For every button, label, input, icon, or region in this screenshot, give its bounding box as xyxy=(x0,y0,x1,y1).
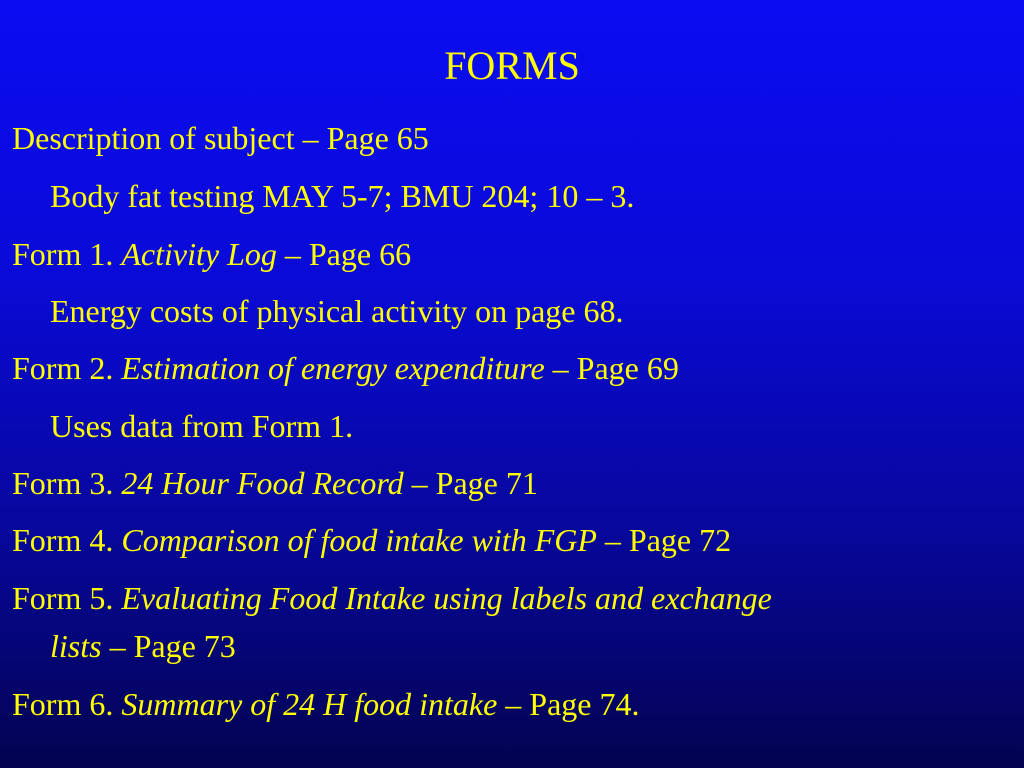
description-line xyxy=(12,118,429,158)
form-1-title: Activity Log xyxy=(121,236,277,272)
form-5-title: Evaluating Food Intake using labels and exchange xyxy=(121,580,772,616)
form-3-title: 24 Hour Food Record xyxy=(121,465,404,501)
form-1-page: – Page 66 xyxy=(276,236,412,272)
form-6-label: Form 6. xyxy=(12,686,122,722)
form-1-line xyxy=(12,234,411,274)
description-page: – Page 65 xyxy=(294,120,429,156)
form-2-note: Uses data from Form 1. xyxy=(50,408,354,444)
form-2-line xyxy=(12,348,679,388)
form-4-title: Comparison of food intake with FGP xyxy=(121,522,597,558)
form-2-title: Estimation of energy expenditure xyxy=(121,350,545,386)
form-4-line xyxy=(12,520,731,560)
form-4-page: – Page 72 xyxy=(596,522,732,558)
form-6-page: – Page 74. xyxy=(497,686,640,722)
form-3-label: Form 3. xyxy=(12,465,122,501)
slide-title: FORMS xyxy=(444,43,580,88)
form-5-page: – Page 73 xyxy=(101,628,236,664)
form-2-page: – Page 69 xyxy=(544,350,679,386)
form-6-title: Summary of 24 H food intake xyxy=(121,686,498,722)
description-note: Body fat testing MAY 5-7; BMU 204; 10 – 3. xyxy=(50,178,635,214)
form-4-label: Form 4. xyxy=(12,522,122,558)
form-5-title-cont: lists xyxy=(50,628,102,664)
form-5-line-cont xyxy=(50,626,236,666)
form-1-label: Form 1. xyxy=(12,236,122,272)
form-1-note: Energy costs of physical activity on page 68. xyxy=(50,293,624,329)
form-5-label: Form 5. xyxy=(12,580,122,616)
form-3-line xyxy=(12,463,538,503)
description-label: Description of subject xyxy=(12,120,295,156)
form-6-line xyxy=(12,684,640,724)
form-3-page: – Page 71 xyxy=(403,465,538,501)
form-5-line xyxy=(12,578,772,618)
form-2-label: Form 2. xyxy=(12,350,122,386)
